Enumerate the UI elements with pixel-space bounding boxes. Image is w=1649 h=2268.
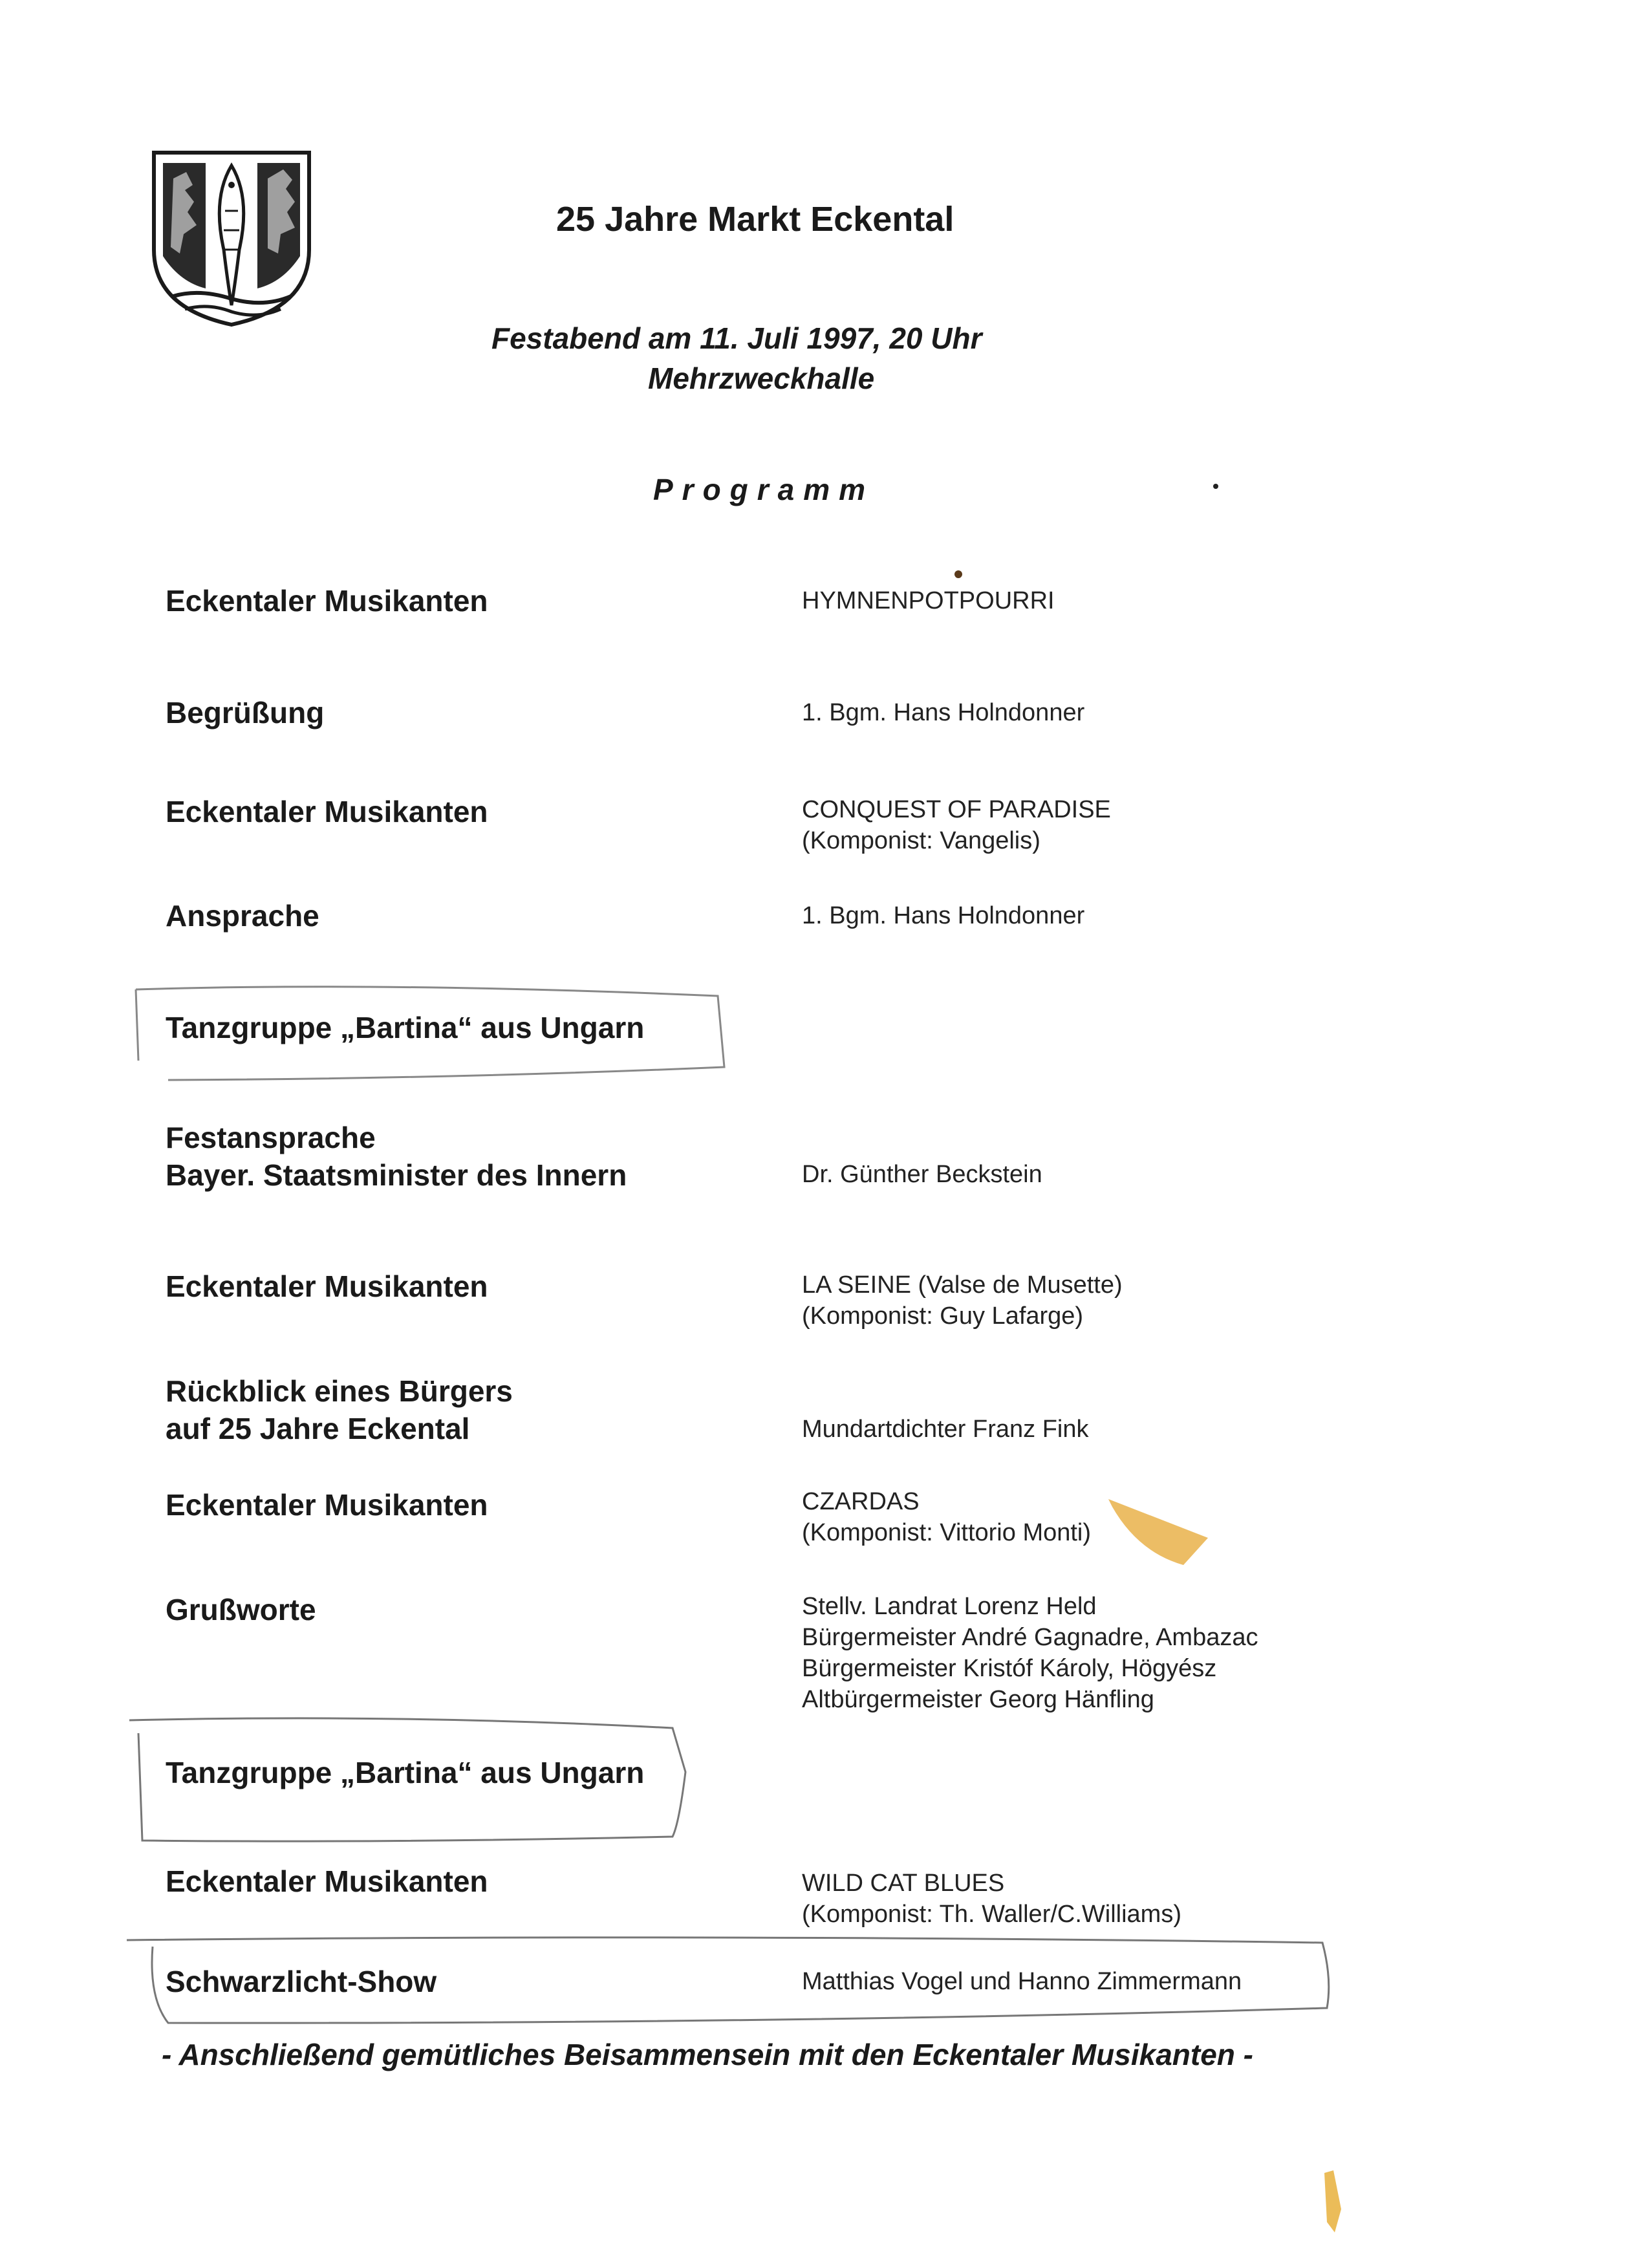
venue-line: Mehrzweckhalle	[648, 362, 875, 395]
program-item-detail	[802, 900, 1084, 931]
program-item-detail	[802, 1868, 1181, 1930]
program-item-detail	[802, 1269, 1123, 1332]
program-item-detail-line: 1. Bgm. Hans Holndonner	[802, 699, 1085, 726]
program-item-title	[166, 1591, 316, 1628]
program-item-detail	[802, 1159, 1042, 1190]
program-item-detail	[802, 1966, 1242, 1997]
program-item-detail-line: Bürgermeister Kristóf Károly, Högyész	[802, 1655, 1217, 1682]
program-item-title	[166, 694, 324, 731]
program-item-title-line: Festansprache	[166, 1121, 376, 1154]
program-item-detail	[802, 1486, 1091, 1548]
program-item-detail-line: LA SEINE (Valse de Musette)	[802, 1271, 1123, 1299]
program-item-title	[166, 1754, 644, 1791]
program-item-detail-line: Bürgermeister André Gagnadre, Ambazac	[802, 1624, 1258, 1651]
program-item-detail	[802, 585, 1055, 616]
program-item-title	[166, 1486, 488, 1524]
program-item-detail-line: Dr. Günther Beckstein	[802, 1161, 1042, 1188]
program-item-title-line: Begrüßung	[166, 696, 325, 729]
program-item-detail-line: CZARDAS	[802, 1488, 920, 1515]
program-item-title	[166, 897, 319, 934]
program-item-title-line: Eckentaler Musikanten	[166, 1269, 488, 1303]
program-item-title-line: auf 25 Jahre Eckental	[166, 1412, 470, 1445]
program-item-detail-line: CONQUEST OF PARADISE	[802, 796, 1111, 823]
program-item-title	[166, 1963, 436, 2000]
program-item-title	[166, 1268, 488, 1305]
program-item-detail	[802, 697, 1084, 728]
program-item-detail-line: WILD CAT BLUES	[802, 1870, 1005, 1897]
program-item-detail-line: (Komponist: Vangelis)	[802, 827, 1040, 854]
program-item-title-line: Eckentaler Musikanten	[166, 1864, 488, 1898]
program-item-detail-line: 1. Bgm. Hans Holndonner	[802, 902, 1085, 929]
program-item-title	[166, 1009, 644, 1046]
program-item-detail	[802, 1414, 1089, 1445]
event-date-line: Festabend am 11. Juli 1997, 20 Uhr	[491, 321, 982, 355]
page-title: 25 Jahre Markt Eckental	[556, 200, 954, 239]
program-item-title-line: Tanzgruppe „Bartina“ aus Ungarn	[166, 1011, 645, 1044]
program-item-detail-line: (Komponist: Vittorio Monti)	[802, 1519, 1092, 1546]
program-item-title-line: Eckentaler Musikanten	[166, 1488, 488, 1522]
program-item-detail	[802, 794, 1111, 856]
closing-note: - Anschließend gemütliches Beisammensein mit den Eckentaler Musikanten -	[162, 2038, 1253, 2071]
program-item-title	[166, 1372, 513, 1447]
program-item-title-line: Eckentaler Musikanten	[166, 795, 488, 828]
program-item-title	[166, 1863, 488, 1900]
program-item-detail-line: Matthias Vogel und Hanno Zimmermann	[802, 1968, 1242, 1995]
program-item-title-line: Schwarzlicht-Show	[166, 1965, 437, 1998]
program-item-detail-line: Stellv. Landrat Lorenz Held	[802, 1593, 1097, 1620]
program-item-title	[166, 793, 488, 830]
program-item-title-line: Rückblick eines Bürgers	[166, 1374, 513, 1408]
program-item-detail-line: HYMNENPOTPOURRI	[802, 587, 1055, 614]
program-item-title	[166, 582, 488, 620]
program-item-title-line: Bayer. Staatsminister des Innern	[166, 1158, 627, 1192]
program-item-title-line: Tanzgruppe „Bartina“ aus Ungarn	[166, 1756, 645, 1789]
program-item-title-line: Ansprache	[166, 899, 319, 933]
program-item-title	[166, 1119, 627, 1194]
program-item-detail-line: (Komponist: Th. Waller/C.Williams)	[802, 1901, 1181, 1928]
program-item-title-line: Eckentaler Musikanten	[166, 584, 488, 618]
program-item-detail-line: Altbürgermeister Georg Hänfling	[802, 1686, 1154, 1713]
program-item-detail	[802, 1591, 1258, 1715]
program-item-detail-line: Mundartdichter Franz Fink	[802, 1416, 1089, 1443]
program-item-detail-line: (Komponist: Guy Lafarge)	[802, 1302, 1084, 1330]
program-heading: Programm	[653, 473, 875, 506]
program-item-title-line: Grußworte	[166, 1593, 316, 1626]
